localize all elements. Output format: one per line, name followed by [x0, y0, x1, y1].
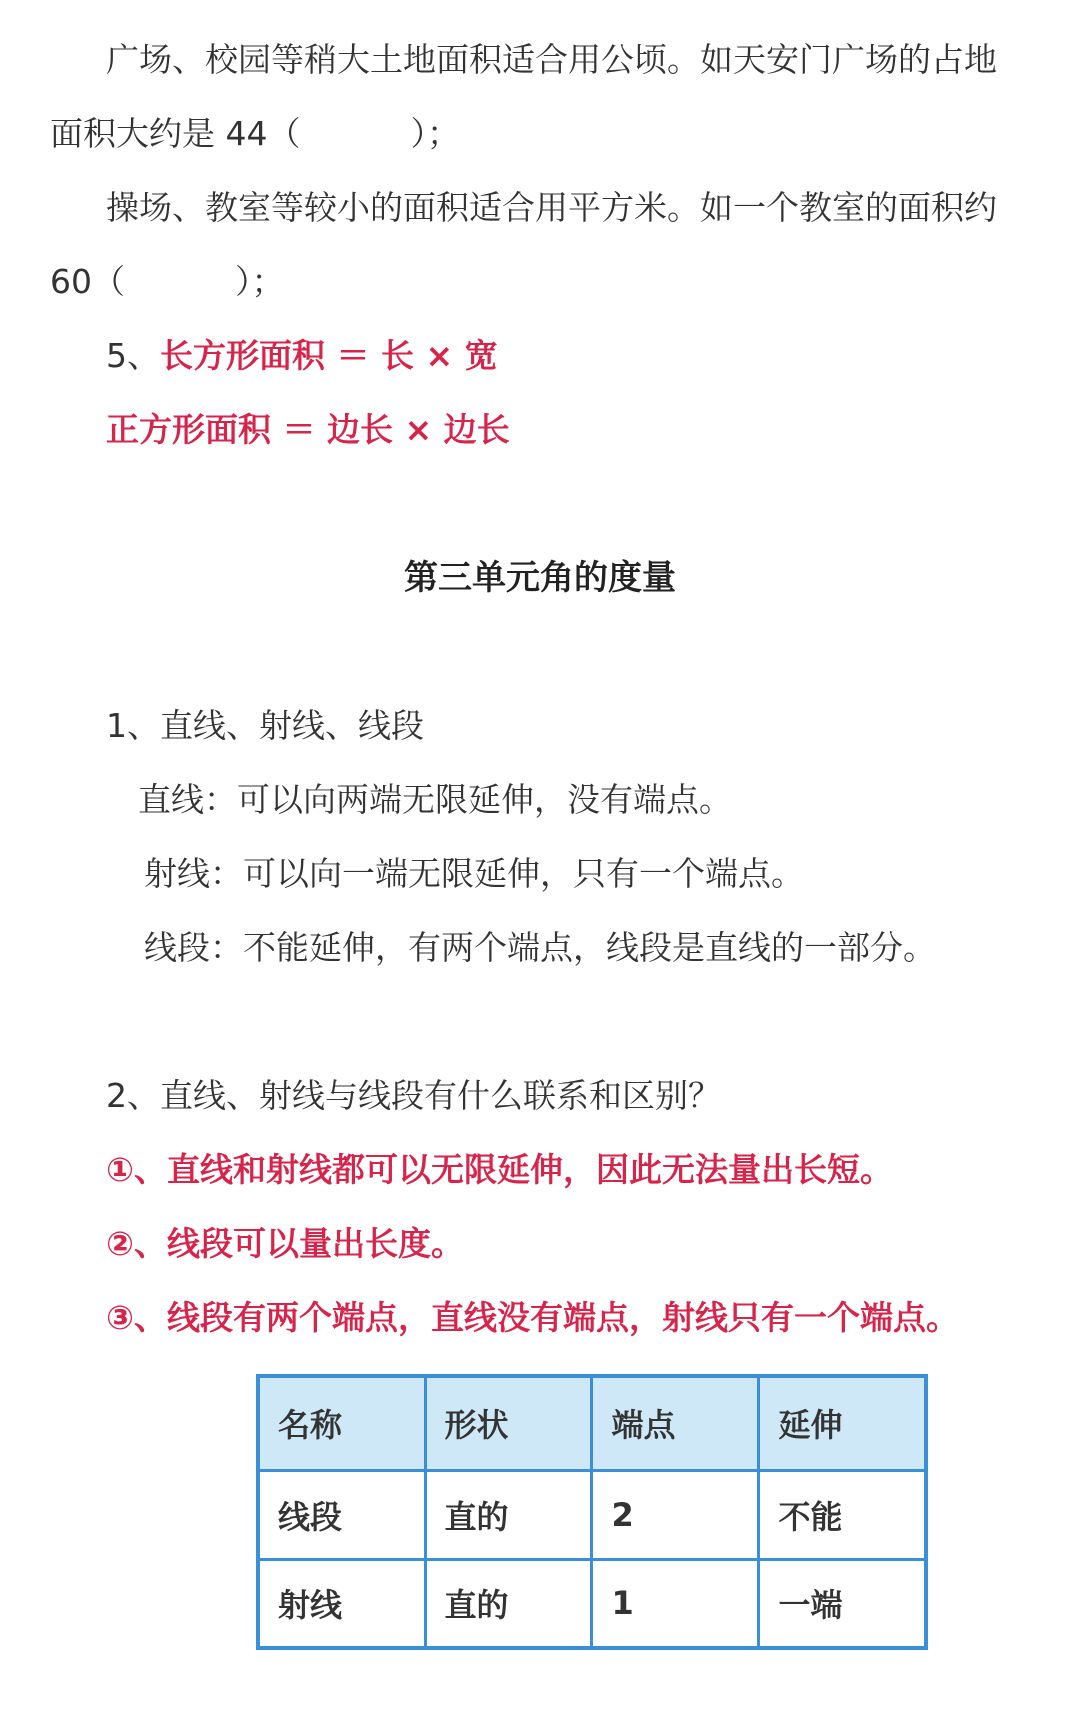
- table-row: [258, 1470, 926, 1559]
- formula-number: 5、: [106, 336, 160, 375]
- table-cell: 直的: [425, 1470, 592, 1559]
- header-cell-shape: 形状: [425, 1376, 592, 1470]
- formula-rectangle-area: [106, 334, 498, 378]
- section-title: 第三单元角的度量: [404, 558, 676, 598]
- header-cell-endpoints: 端点: [592, 1376, 759, 1470]
- table-cell: 线段: [258, 1470, 425, 1559]
- table-cell: 一端: [759, 1559, 926, 1648]
- text-line-tiananmen-area: [50, 112, 460, 156]
- definition-ray: 射线：可以向一端无限延伸，只有一个端点。: [144, 854, 804, 893]
- header-cell-name: 名称: [258, 1376, 425, 1470]
- table-cell: 2: [592, 1470, 759, 1559]
- table-row: [258, 1559, 926, 1648]
- header-cell-extension: 延伸: [759, 1376, 926, 1470]
- comparison-table: [256, 1374, 928, 1650]
- definition-line: 直线：可以向两端无限延伸，没有端点。: [138, 780, 732, 819]
- classroom-area-close: ）；: [235, 262, 285, 301]
- item2-heading: 2、直线、射线与线段有什么联系和区别？: [106, 1076, 721, 1115]
- table-cell: 射线: [258, 1559, 425, 1648]
- difference-point-2: ②、线段可以量出长度。: [106, 1224, 464, 1263]
- difference-point-1: ①、直线和射线都可以无限延伸，因此无法量出长短。: [106, 1150, 893, 1189]
- text-line-hectare-usage: 广场、校园等稍大土地面积适合用公顷。如天安门广场的占地: [106, 40, 997, 79]
- table-cell: 不能: [759, 1470, 926, 1559]
- text-line-classroom-area: [50, 260, 285, 304]
- table-cell: 直的: [425, 1559, 592, 1648]
- table-header-row: [258, 1376, 926, 1470]
- classroom-area-text: 60（: [50, 262, 125, 301]
- difference-point-3: ③、线段有两个端点，直线没有端点，射线只有一个端点。: [106, 1298, 959, 1337]
- rectangle-area-formula: 长方形面积 ＝ 长 × 宽: [160, 336, 498, 375]
- tiananmen-area-close: ）；: [410, 114, 460, 153]
- table-cell: 1: [592, 1559, 759, 1648]
- definition-segment: 线段：不能延伸，有两个端点，线段是直线的一部分。: [144, 928, 936, 967]
- formula-square-area: 正方形面积 ＝ 边长 × 边长: [106, 410, 510, 449]
- item1-heading: 1、直线、射线、线段: [106, 706, 424, 745]
- tiananmen-area-text: 面积大约是 44（: [50, 114, 301, 153]
- text-line-square-meter-usage: 操场、教室等较小的面积适合用平方米。如一个教室的面积约: [106, 188, 997, 227]
